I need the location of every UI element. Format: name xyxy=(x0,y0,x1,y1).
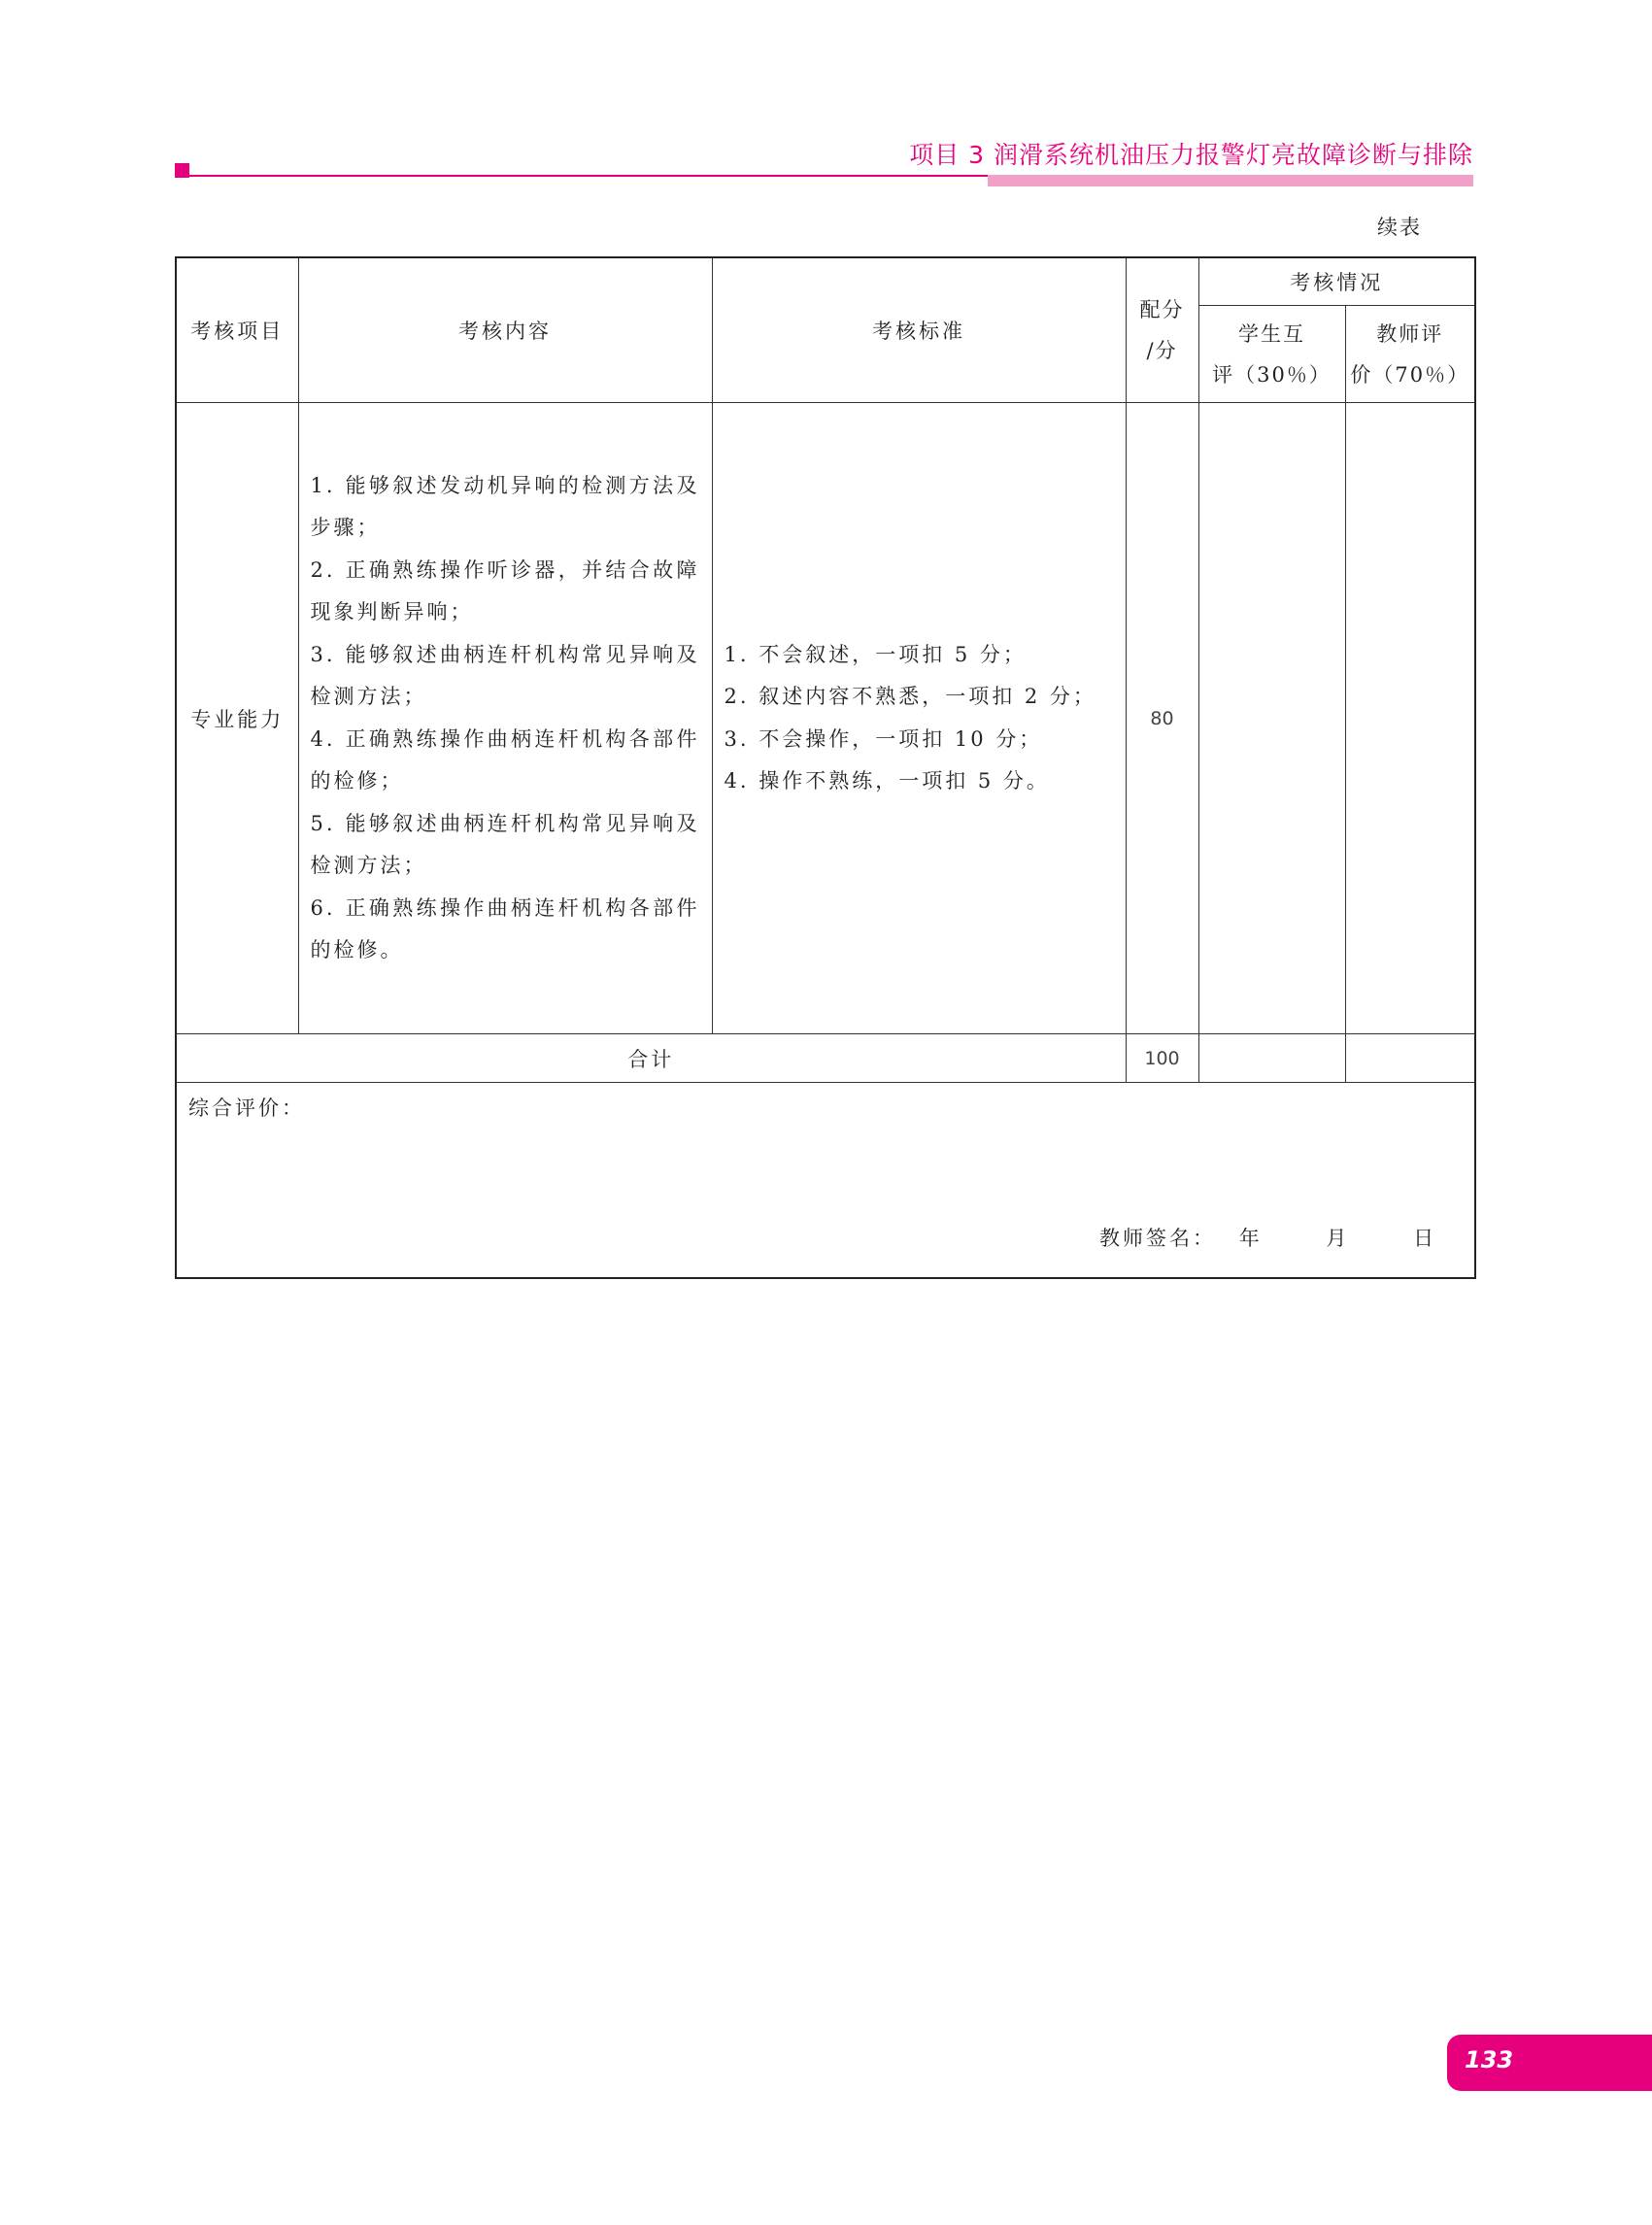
content-item: 4. 正确熟练操作曲柄连杆机构各部件的检修； xyxy=(310,726,700,792)
content-item: 5. 能够叙述曲柄连杆机构常见异响及检测方法； xyxy=(310,811,700,877)
header-standard xyxy=(712,257,1126,403)
assessment-table xyxy=(175,256,1476,1279)
content-item: 1. 能够叙述发动机异响的检测方法及步骤； xyxy=(310,473,700,539)
page-number: 133 xyxy=(1465,2046,1514,2073)
teacher-signature-line xyxy=(1099,1223,1436,1252)
row-standard xyxy=(712,403,1126,1034)
signature-label: 教师签名： xyxy=(1099,1227,1216,1250)
row-teacher-eval xyxy=(1345,403,1475,1034)
criteria-item: 3. 不会操作，一项扣 10 分； xyxy=(724,726,1043,751)
header-student-line1: 学生互 xyxy=(1238,321,1305,346)
row-student-eval xyxy=(1198,403,1345,1034)
signature-month: 月 xyxy=(1326,1227,1350,1250)
header-rule xyxy=(189,175,988,177)
header-content: 考核内容 xyxy=(298,257,712,403)
header-standard-label: 考核标准 xyxy=(872,320,965,343)
continued-label: 续表 xyxy=(1377,216,1422,239)
header-score-line1: 配分 xyxy=(1139,298,1185,321)
total-label: 合计 xyxy=(176,1034,1126,1083)
content-list xyxy=(299,465,712,972)
header-student-eval xyxy=(1198,306,1345,403)
table-row xyxy=(176,403,1475,1034)
header-accent-bar xyxy=(988,175,1473,186)
page-number-tab xyxy=(1447,2035,1652,2091)
criteria-item: 2. 叙述内容不熟悉，一项扣 2 分； xyxy=(724,685,1096,708)
header-score-line2: /分 xyxy=(1146,339,1178,362)
header-score xyxy=(1126,257,1198,403)
row-score: 80 xyxy=(1126,403,1198,1034)
signature-year: 年 xyxy=(1238,1227,1263,1250)
evaluation-row xyxy=(176,1083,1475,1279)
header-student-line2: 评（30％） xyxy=(1212,362,1332,387)
header-teacher-eval xyxy=(1345,306,1475,403)
criteria-item: 1. 不会叙述，一项扣 5 分； xyxy=(724,642,1027,666)
total-score: 100 xyxy=(1126,1034,1198,1083)
total-teacher-eval xyxy=(1345,1034,1475,1083)
row-content xyxy=(298,403,712,1034)
evaluation-label: 综合评价： xyxy=(188,1096,305,1120)
running-header-title: 项目 3 润滑系统机油压力报警灯亮故障诊断与排除 xyxy=(909,141,1473,169)
header-item: 考核项目 xyxy=(176,257,298,403)
signature-day: 日 xyxy=(1413,1227,1437,1250)
content-item: 2. 正确熟练操作听诊器，并结合故障现象判断异响； xyxy=(310,557,700,624)
header-teacher-line1: 教师评 xyxy=(1376,321,1444,346)
criteria-item: 4. 操作不熟练，一项扣 5 分。 xyxy=(724,769,1050,792)
header-teacher-line2: 价（70％） xyxy=(1350,362,1470,387)
criteria-list xyxy=(713,634,1126,803)
content-item: 3. 能够叙述曲柄连杆机构常见异响及检测方法； xyxy=(310,642,700,708)
header-square-marker xyxy=(175,163,189,178)
total-row xyxy=(176,1034,1475,1083)
evaluation-cell xyxy=(176,1083,1475,1279)
header-row-top xyxy=(176,257,1475,306)
content-item: 6. 正确熟练操作曲柄连杆机构各部件的检修。 xyxy=(310,895,700,961)
row-item: 专业能力 xyxy=(176,403,298,1034)
header-situation: 考核情况 xyxy=(1198,257,1475,306)
total-student-eval xyxy=(1198,1034,1345,1083)
